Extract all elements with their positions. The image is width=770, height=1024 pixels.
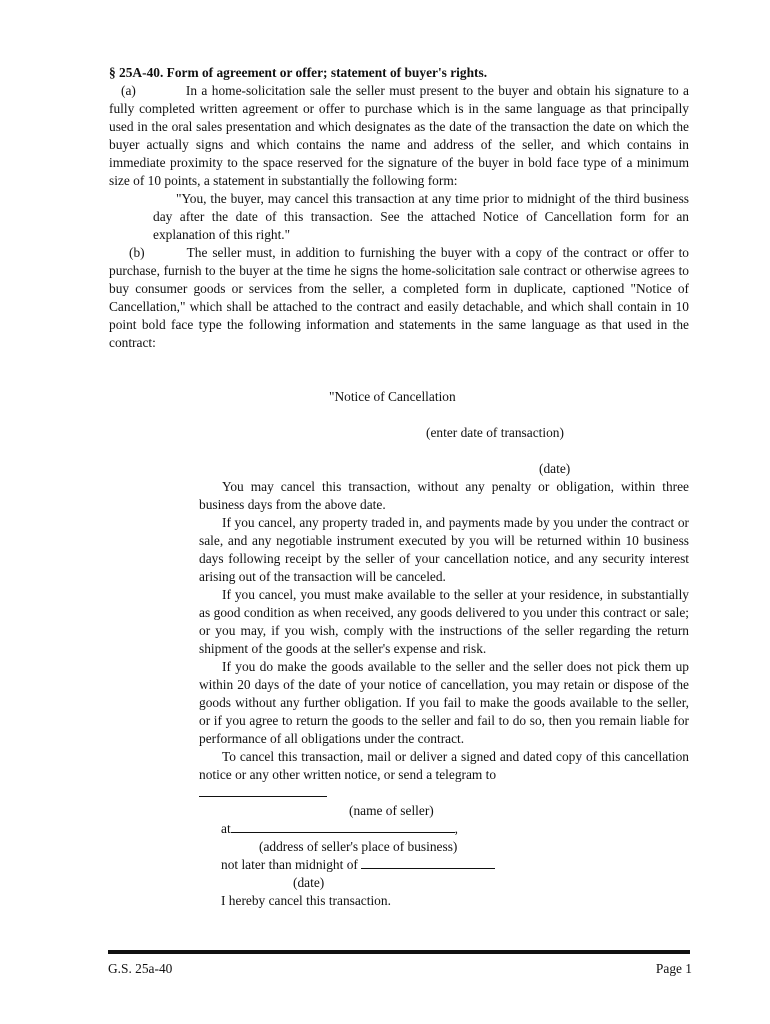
buyer-rights-quote: "You, the buyer, may cancel this transaction at any time prior to midnight of the third business day after the date of this transaction. See the attached Notice of Cancellation form for an explanation of this right."	[153, 191, 689, 242]
notice-of-cancellation	[199, 388, 689, 910]
address-label: (address of seller's place of business)	[259, 839, 458, 854]
paragraph-b-text: The seller must, in addition to furnishing the buyer with a copy of the contract or offer to purchase, furnish to the buyer at the time he signs the home-solicitation sale contract or otherwise agrees to buy consumer goods or services from the seller, a completed form in duplicate, captioned "Notice of Cancellation," which shall be attached to the contract and easily detachable, and which shall contain in 10 point bold face type the following information and statements in the same language as that used in the contract:	[109, 245, 689, 350]
notice-paragraph-1: You may cancel this transaction, without any penalty or obligation, within three business days from the above date.	[199, 479, 689, 512]
notice-paragraph-3: If you cancel, you must make available to the seller at your residence, in substantially as good condition as when received, any goods delivered to you under this contract or sale; or you may, if you wish, comply with the instructions of the seller regarding the return shipment of the goods at the seller's expense and risk.	[199, 587, 689, 656]
section-heading: § 25A-40. Form of agreement or offer; statement of buyer's rights.	[109, 65, 488, 80]
paragraph-a	[109, 82, 689, 190]
footer-statute-ref: G.S. 25a-40	[108, 961, 173, 976]
footer-page-number: Page 1	[655, 961, 692, 976]
cancel-statement: I hereby cancel this transaction.	[221, 893, 391, 908]
seller-name-blank	[199, 784, 327, 797]
notice-paragraph-5: To cancel this transaction, mail or deliver a signed and dated copy of this cancellation notice or any other written notice, or send a telegram to	[199, 749, 689, 782]
name-of-seller-label: (name of seller)	[349, 803, 434, 818]
enter-date-label: (enter date of transaction)	[426, 425, 564, 440]
footer-rule	[108, 950, 690, 954]
paragraph-a-text: In a home-solicitation sale the seller must present to the buyer and obtain his signature to a fully completed written agreement or offer to purchase which is in the same language as that principally used in the oral sales presentation and which designates as the date of the transaction the date on which the buyer actually signs and which contains the name and address of the seller, and which contains in immediate proximity to the space reserved for the signature of the buyer in bold face type of a minimum size of 10 points, a statement in substantially the following form:	[109, 83, 689, 188]
date-label: (date)	[539, 461, 571, 476]
not-later-label: not later than midnight of	[221, 857, 358, 872]
at-label: at	[221, 821, 231, 836]
paragraph-a-label: (a)	[121, 83, 136, 98]
address-blank	[231, 820, 455, 833]
deadline-date-blank	[361, 856, 495, 869]
statute-body	[109, 64, 689, 352]
notice-paragraph-2: If you cancel, any property traded in, and payments made by you under the contract or sale, and any negotiable instrument executed by you will be returned within 10 business days following receipt by the seller of your cancellation notice, and any security interest arising out of the transaction will be canceled.	[199, 515, 689, 584]
deadline-line-row	[199, 856, 689, 874]
seller-name-line-row	[199, 784, 689, 802]
paragraph-b-label: (b)	[129, 245, 145, 260]
notice-paragraph-4: If you do make the goods available to the seller and the seller does not pick them up within 20 days of the date of your notice of cancellation, you may retain or dispose of the goods without any further obligation. If you fail to make the goods available to the seller, or if you agree to return the goods to the seller and fail to do so, then you remain liable for performance of all obligations under the contract.	[199, 659, 689, 746]
paragraph-b	[109, 244, 689, 352]
address-line-row: at ,	[221, 821, 459, 836]
notice-title: "Notice of Cancellation	[329, 389, 456, 404]
deadline-date-label: (date)	[293, 875, 325, 890]
